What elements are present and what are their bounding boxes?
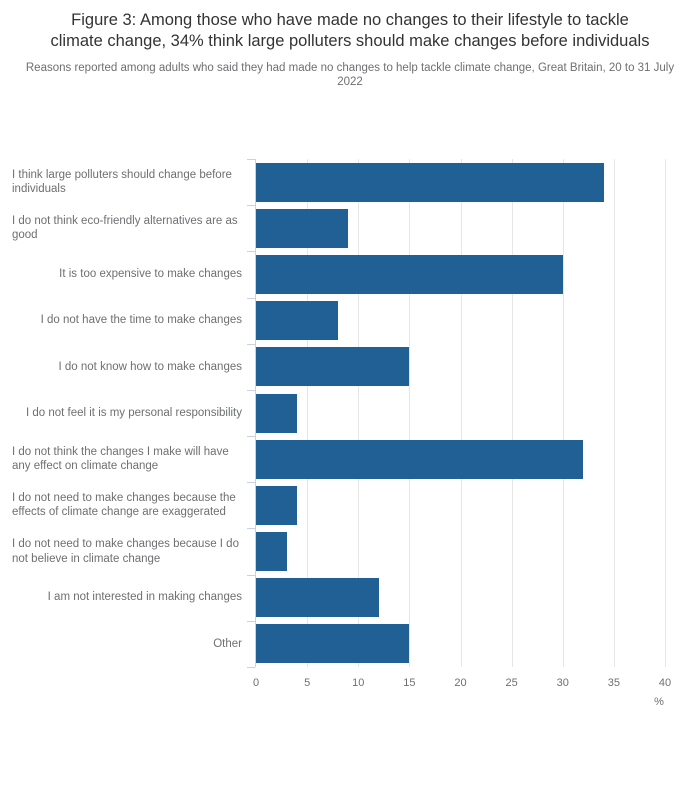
gridline [512, 159, 513, 667]
x-tick-label: 10 [352, 677, 365, 689]
gridline [563, 159, 564, 667]
y-axis-tick [247, 159, 255, 160]
bar [256, 255, 563, 294]
y-axis-tick [247, 575, 255, 576]
category-label-text: It is too expensive to make changes [59, 268, 242, 281]
category-label [12, 575, 242, 621]
chart-subtitle: Reasons reported among adults who said they had made no changes to help tackle climate change, Great Britain, 20 to 31 July 2022 [25, 62, 675, 88]
category-label [12, 528, 242, 574]
y-axis-line [255, 159, 256, 667]
plot-area [256, 159, 665, 667]
x-tick-label: 0 [252, 677, 260, 689]
category-label-text: I do not think the changes I make will have any effect on climate change [12, 445, 229, 473]
category-label [12, 344, 242, 390]
x-tick-label: 5 [304, 677, 311, 689]
chart-title: Figure 3: Among those who have made no changes to their lifestyle to tackle climate change, 34% think large polluters should make changes before individuals [50, 11, 650, 50]
category-label-text: I do not have the time to make changes [40, 314, 242, 327]
bar [256, 532, 287, 571]
category-label-text: I do not need to make changes because the effects of climate change are exaggerated [12, 491, 236, 519]
x-tick-label: 30 [556, 677, 569, 689]
x-tick-label: 15 [403, 677, 416, 689]
category-label-text: I do not think eco-friendly alternatives are as good [12, 214, 238, 242]
category-labels [12, 159, 242, 667]
category-label-text: I do not know how to make changes [58, 360, 242, 373]
category-label-text: I do not feel it is my personal responsibility [25, 406, 242, 419]
y-axis-tick [247, 251, 255, 252]
bar-chart [0, 159, 700, 759]
bar [256, 163, 604, 202]
y-axis-tick [247, 436, 255, 437]
x-axis-unit-label: % [654, 696, 664, 708]
bar [256, 394, 297, 433]
y-axis-tick [247, 482, 255, 483]
bar [256, 624, 409, 663]
y-axis-tick [247, 205, 255, 206]
chart-figure [0, 10, 700, 810]
gridline [409, 159, 410, 667]
bar [256, 440, 583, 479]
category-label [12, 298, 242, 344]
bar [256, 301, 338, 340]
x-tick-label: 40 [658, 677, 672, 689]
category-label [12, 251, 242, 297]
bar [256, 347, 409, 386]
bar [256, 578, 379, 617]
x-tick-label: 35 [607, 677, 620, 689]
x-tick-label: 25 [505, 677, 518, 689]
y-axis-tick [247, 298, 255, 299]
category-label-text: I do not need to make changes because I do not believe in climate change [12, 538, 239, 565]
category-label-text: I am not interested in making changes [47, 591, 242, 604]
category-label [12, 436, 242, 482]
category-label-text: Other [213, 637, 242, 650]
bar [256, 486, 297, 525]
gridline [461, 159, 462, 667]
y-axis-tick [247, 344, 255, 345]
y-axis-tick [247, 667, 255, 668]
y-axis-tick [247, 528, 255, 529]
category-label [12, 205, 242, 251]
category-label [12, 390, 242, 436]
x-tick-label: 20 [454, 677, 467, 689]
y-axis-tick [247, 390, 255, 391]
category-label [12, 621, 242, 667]
category-label-text: I think large polluters should change before individuals [12, 168, 232, 196]
bar [256, 209, 348, 248]
gridline [665, 159, 666, 667]
category-label [12, 159, 242, 205]
gridline [614, 159, 615, 667]
y-axis-tick [247, 621, 255, 622]
category-label [12, 482, 242, 528]
